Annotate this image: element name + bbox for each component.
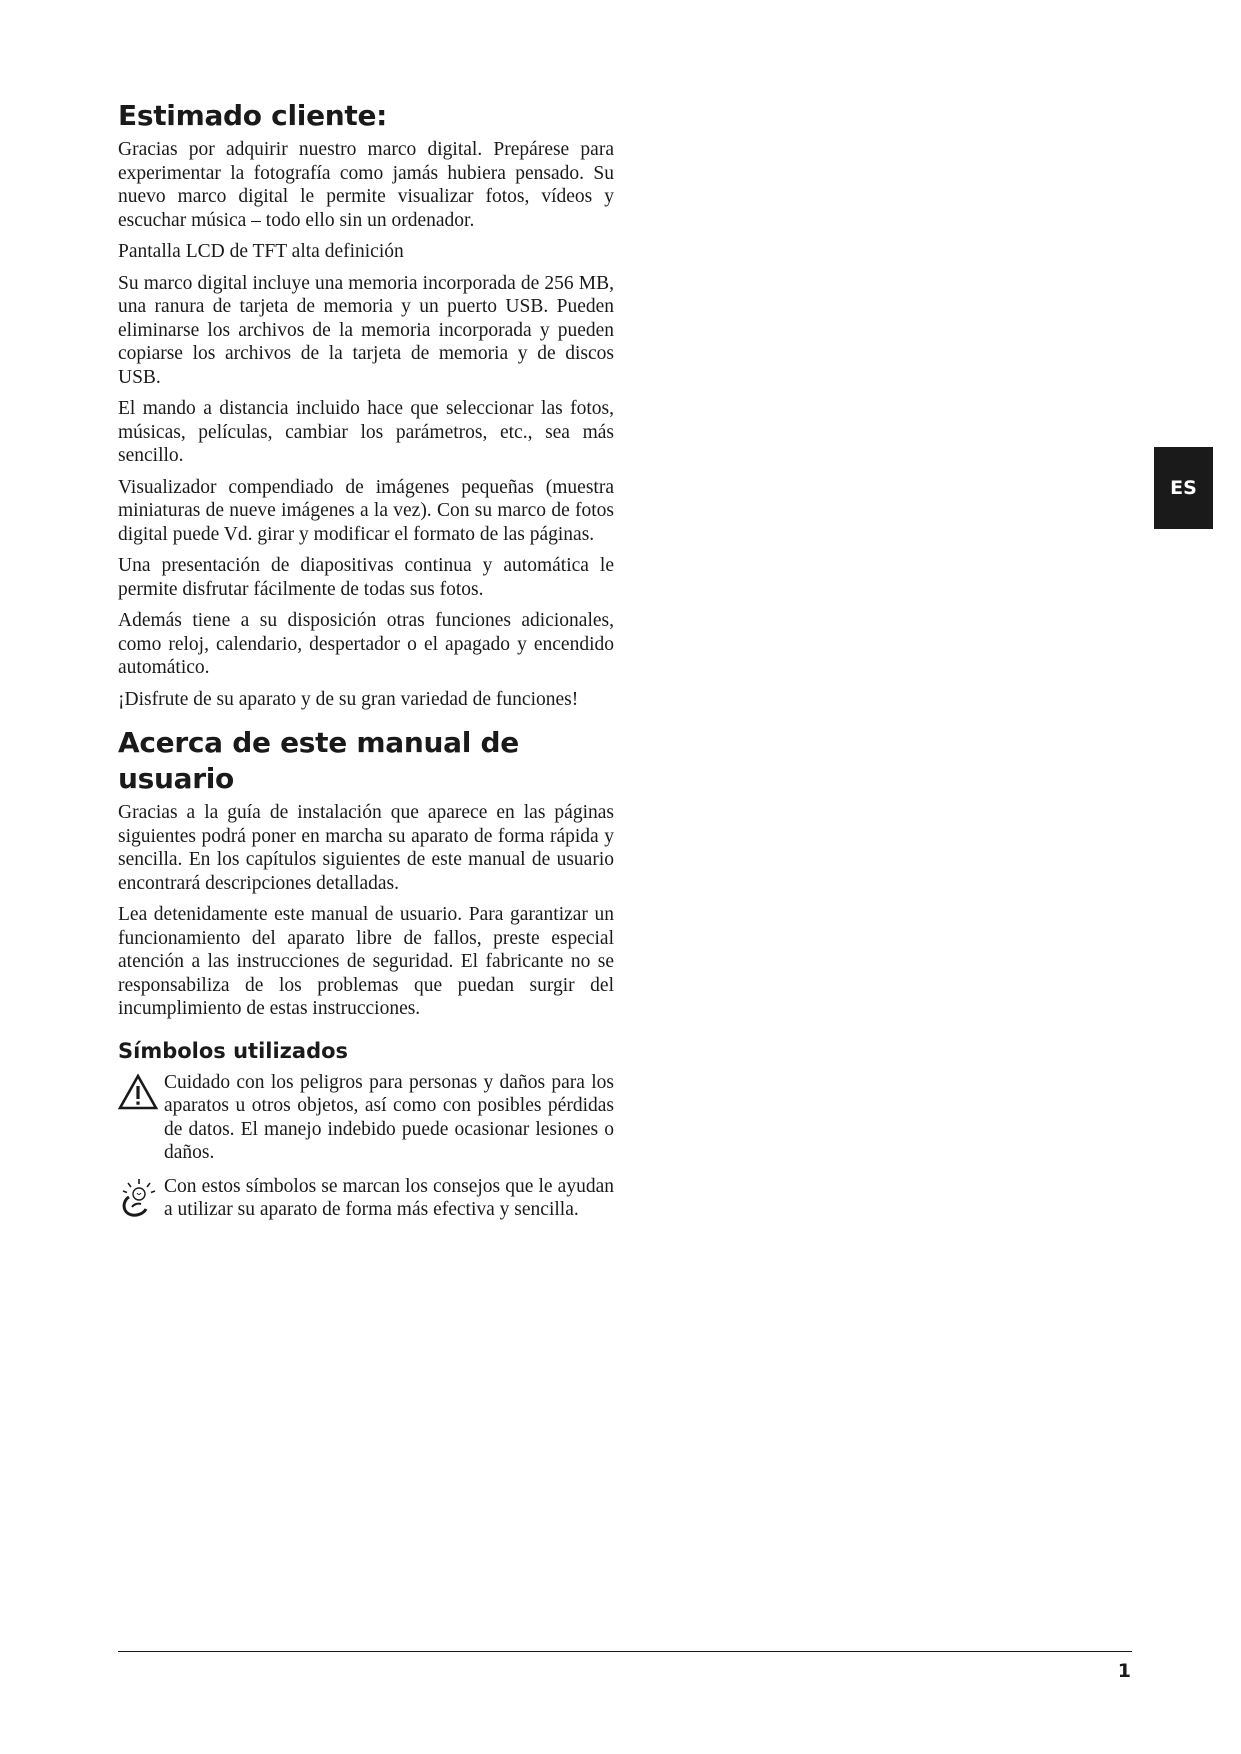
functions-paragraph: Además tiene a su disposición otras funciones adicionales, como reloj, calendario, despertador o el apagado y encendido automático. [118, 610, 614, 678]
tip-text: Con estos símbolos se marcan los consejos que le ayudan a utilizar su aparato de forma más efectiva y sencilla. [164, 1175, 614, 1220]
hand-lightbulb-tip-icon [118, 1175, 164, 1224]
footer-rule [118, 1651, 1132, 1652]
heading-acerca-manual: Acerca de este manual de usuario [118, 726, 519, 795]
page-content [118, 98, 614, 1234]
warning-triangle-icon [118, 1071, 164, 1116]
heading-simbolos: Símbolos utilizados [118, 1038, 349, 1063]
enjoy-paragraph: ¡Disfrute de su aparato y de su gran variedad de funciones! [118, 688, 579, 710]
guide-paragraph: Gracias a la guía de instalación que aparece en las páginas siguientes podrá poner en marcha su aparato de forma rápida y sencilla. En los capítulos siguientes de este manual de usuario encontrará descripciones detalladas. [118, 802, 614, 894]
warning-text: Cuidado con los peligros para personas y daños para los aparatos u otros objetos, así como con posibles pérdidas de datos. El manejo indebido puede ocasionar lesiones o daños. [164, 1071, 614, 1163]
thumbnail-paragraph: Visualizador compendiado de imágenes pequeñas (muestra miniaturas de nueve imágenes a la vez). Con su marco de fotos digital puede Vd. girar y modificar el formato de las páginas. [118, 476, 614, 545]
slideshow-paragraph: Una presentación de diapositivas continua y automática le permite disfrutar fácilmente de todas sus fotos. [118, 555, 614, 600]
language-tab-label: ES [1170, 477, 1197, 499]
intro-paragraph: Gracias por adquirir nuestro marco digital. Prepárese para experimentar la fotografía como jamás hubiera pensado. Su nuevo marco digital le permite visualizar fotos, vídeos y escuchar música – todo ello sin un ordenador. [118, 139, 614, 231]
heading-estimado-cliente: Estimado cliente: [118, 99, 388, 132]
warning-note [118, 1071, 614, 1165]
memory-paragraph: Su marco digital incluye una memoria incorporada de 256 MB, una ranura de tarjeta de memoria y un puerto USB. Pueden eliminarse los archivos de la memoria incorporada y pueden copiarse los archivos de la tarjeta de memoria y de discos USB. [118, 272, 614, 388]
read-carefully-paragraph: Lea detenidamente este manual de usuario. Para garantizar un funcionamiento del aparato libre de fallos, preste especial atención a las instrucciones de seguridad. El fabricante no se responsabiliza de los problemas que puedan surgir del incumplimiento de estas instrucciones. [118, 904, 614, 1019]
lcd-paragraph: Pantalla LCD de TFT alta definición [118, 241, 404, 262]
language-tab [1154, 447, 1213, 529]
page-number: 1 [1117, 1660, 1131, 1682]
remote-paragraph: El mando a distancia incluido hace que seleccionar las fotos, músicas, películas, cambiar los parámetros, etc., sea más sencillo. [118, 398, 614, 466]
tip-note [118, 1175, 614, 1224]
